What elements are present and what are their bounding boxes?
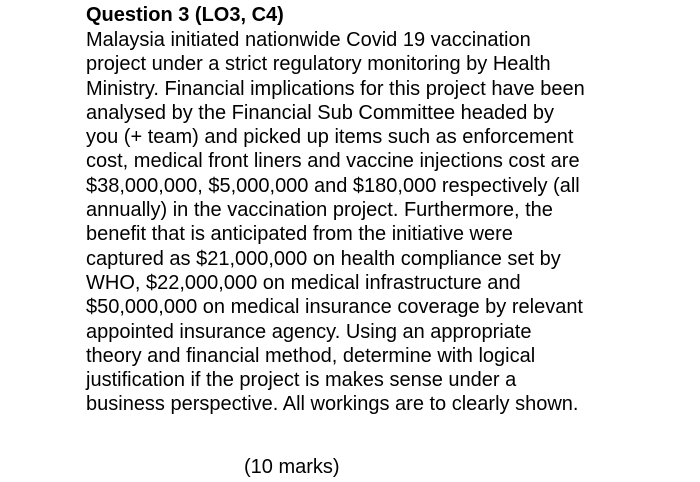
question-line-1: Malaysia initiated nationwide Covid 19 vaccination bbox=[86, 29, 531, 51]
question-line-10: captured as $21,000,000 on health compliance set by bbox=[86, 247, 561, 270]
question-line-3: Ministry. Financial implications for this project have been bbox=[86, 77, 585, 100]
question-line-11: WHO, $22,000,000 on medical infrastructure and bbox=[86, 271, 521, 294]
question-line-12: $50,000,000 on medical insurance coverage by relevant bbox=[86, 296, 583, 319]
question-block bbox=[86, 3, 686, 417]
question-line-5: you (+ team) and picked up items such as enforcement bbox=[86, 126, 574, 149]
question-heading: Question 3 (LO3, C4) bbox=[86, 4, 284, 26]
marks-label: (10 marks) bbox=[244, 456, 340, 478]
question-line-2: project under a strict regulatory monitoring by Health bbox=[86, 53, 551, 76]
question-line-16: business perspective. All workings are to clearly shown. bbox=[86, 393, 579, 416]
question-line-13: appointed insurance agency. Using an appropriate bbox=[86, 320, 532, 343]
question-line-15: justification if the project is makes sense under a bbox=[86, 369, 517, 392]
question-line-9: benefit that is anticipated from the initiative were bbox=[86, 223, 513, 246]
question-line-7: $38,000,000, $5,000,000 and $180,000 respectively (all bbox=[86, 174, 580, 197]
question-line-6: cost, medical front liners and vaccine injections cost are bbox=[86, 150, 580, 173]
question-line-8: annually) in the vaccination project. Furthermore, the bbox=[86, 199, 553, 222]
question-line-14: theory and financial method, determine with logical bbox=[86, 344, 536, 367]
question-line-4: analysed by the Financial Sub Committee headed by bbox=[86, 101, 555, 124]
